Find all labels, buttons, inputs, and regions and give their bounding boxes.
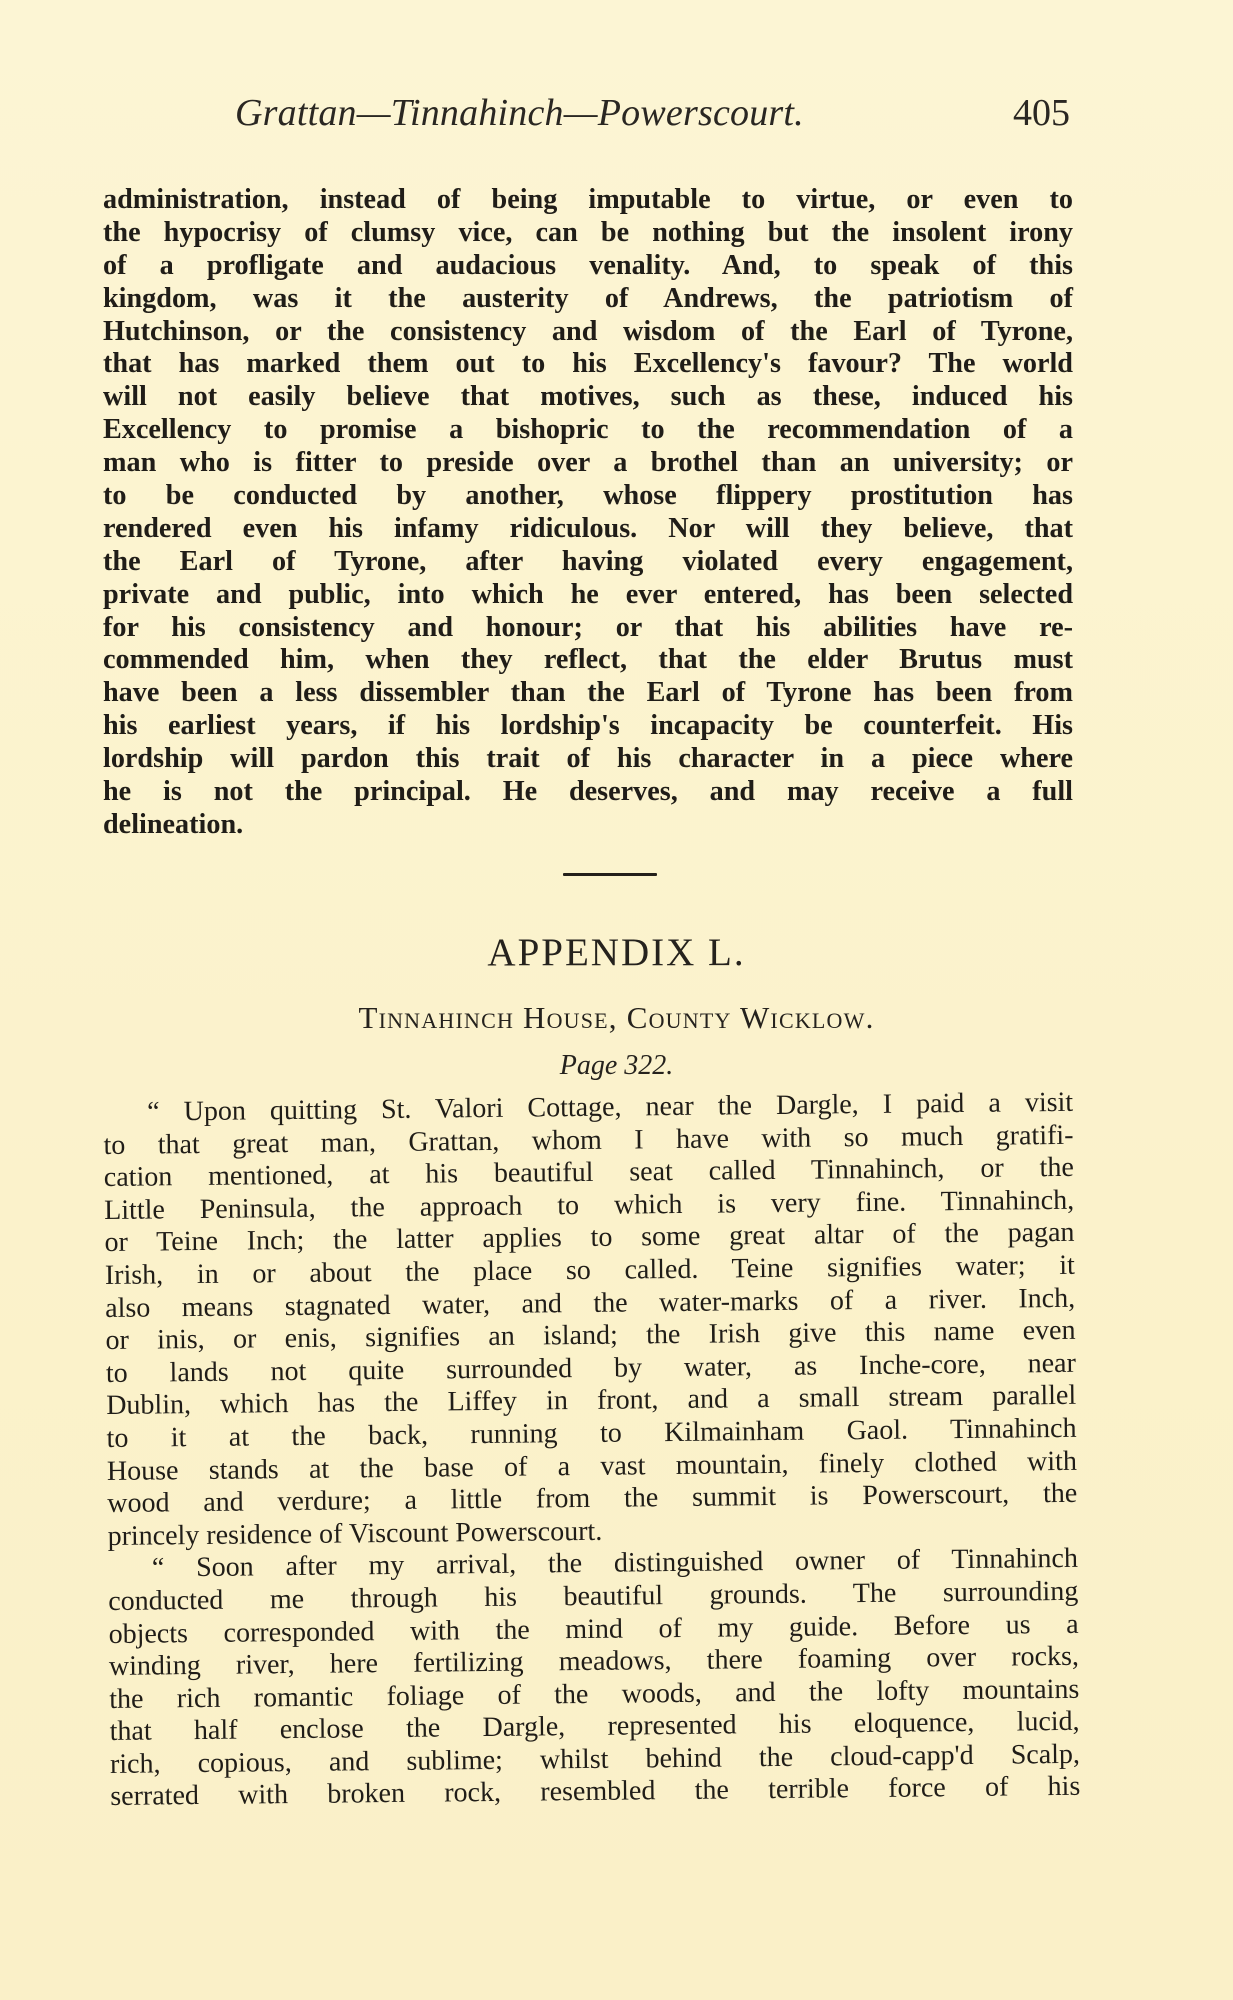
text-line: the hypocrisy of clumsy vice, can be nothing but the insolent irony — [103, 216, 1073, 248]
text-line: Hutchinson, or the consistency and wisdom of the Earl of Tyrone, — [103, 315, 1073, 347]
text-line: “ Soon after my arrival, the distinguished owner of Tinnahinch — [151, 1543, 1079, 1584]
text-line: “ Upon quitting St. Valori Cottage, near the Dargle, I paid a visit — [146, 1086, 1074, 1128]
text-line: conducted me through his beautiful grounds. The surrounding — [108, 1575, 1079, 1617]
text-line: have been a less dissembler than the Earl of Tyrone has been from — [103, 677, 1073, 709]
text-line: to it at the back, running to Kilmainham Gaol. Tinnahinch — [106, 1412, 1077, 1454]
text-line: House stands at the base of a vast mountain, finely clothed with — [106, 1445, 1078, 1487]
text-line: for his consistency and honour; or that his abilities have re- — [103, 611, 1073, 643]
text-line: wood and verdure; a little from the summit is Powerscourt, the — [107, 1477, 1078, 1520]
text-line: private and public, into which he ever entered, has been selected — [103, 578, 1073, 610]
text-line: the rich romantic foliage of the woods, and the lofty mountains — [109, 1673, 1080, 1715]
text-line: to lands not quite surrounded by water, as Inche-core, near — [105, 1347, 1077, 1389]
text-line: administration, instead of being imputable to virtue, or even to — [103, 184, 1073, 215]
continuation-paragraph — [103, 184, 1073, 842]
page-number: 405 — [1013, 92, 1070, 134]
text-line: to be conducted by another, whose flippery prostitution has — [103, 480, 1073, 512]
text-line: lordship will pardon this trait of his character in a piece where — [103, 743, 1073, 775]
text-line: his earliest years, if his lordship's incapacity be counterfeit. His — [103, 710, 1073, 742]
text-line: man who is fitter to preside over a brothel than an university; or — [103, 447, 1073, 479]
text-line: rendered even his infamy ridiculous. Nor will they believe, that — [103, 512, 1073, 544]
text-line: will not easily believe that motives, such as these, induced his — [103, 381, 1073, 413]
text-line: of a profligate and audacious venality. And, to speak of this — [103, 249, 1073, 281]
appendix-subtitle: Tinnahinch House, County Wicklow. — [358, 1000, 875, 1035]
text-line: he is not the principal. He deserves, and may receive a full — [103, 776, 1073, 808]
text-line: Excellency to promise a bishopric to the recommendation of a — [103, 414, 1073, 446]
appendix-body — [103, 1087, 1080, 1814]
section-divider — [563, 873, 657, 876]
text-line: the Earl of Tyrone, after having violated every engagement, — [103, 545, 1073, 577]
text-line: Little Peninsula, the approach to which is very fine. Tinnahinch, — [104, 1184, 1075, 1226]
page-header — [235, 91, 1070, 141]
text-line: winding river, here fertilizing meadows, there foaming over rocks, — [108, 1640, 1080, 1683]
text-line: or Teine Inch; the latter applies to some great altar of the pagan — [104, 1217, 1075, 1259]
text-line: Dublin, which has the Liffey in front, and a small stream parallel — [106, 1380, 1077, 1422]
text-line: Irish, in or about the place so called. Teine signifies water; it — [104, 1249, 1075, 1291]
text-line: rich, copious, and sublime; whilst behind the cloud-capp'd Scalp, — [109, 1738, 1081, 1780]
text-line: also means stagnated water, and the water-marks of a river. Inch, — [105, 1282, 1076, 1324]
text-line: serrated with broken rock, resembled the terrible force of his — [110, 1771, 1081, 1813]
running-title: Grattan—Tinnahinch—Powerscourt. — [235, 92, 804, 134]
appendix-title: APPENDIX L. — [487, 931, 746, 974]
text-line: objects corresponded with the mind of my guide. Before us a — [108, 1608, 1079, 1650]
text-line: or inis, or enis, signifies an island; the Irish give this name even — [105, 1314, 1076, 1357]
text-line: kingdom, was it the austerity of Andrews, the patriotism of — [103, 282, 1073, 314]
page-reference: Page 322. — [559, 1050, 674, 1081]
text-line: that half enclose the Dargle, represented his eloquence, lucid, — [109, 1706, 1080, 1748]
text-line: commended him, when they reflect, that the elder Brutus must — [103, 644, 1073, 676]
text-line: princely residence of Viscount Powerscourt. — [107, 1515, 603, 1552]
text-line: delineation. — [103, 808, 244, 840]
text-line: that has marked them out to his Excellency's favour? The world — [103, 348, 1073, 380]
text-line: to that great man, Grattan, whom I have with so much gratifi- — [103, 1119, 1074, 1161]
text-line: cation mentioned, at his beautiful seat called Tinnahinch, or the — [103, 1152, 1074, 1194]
